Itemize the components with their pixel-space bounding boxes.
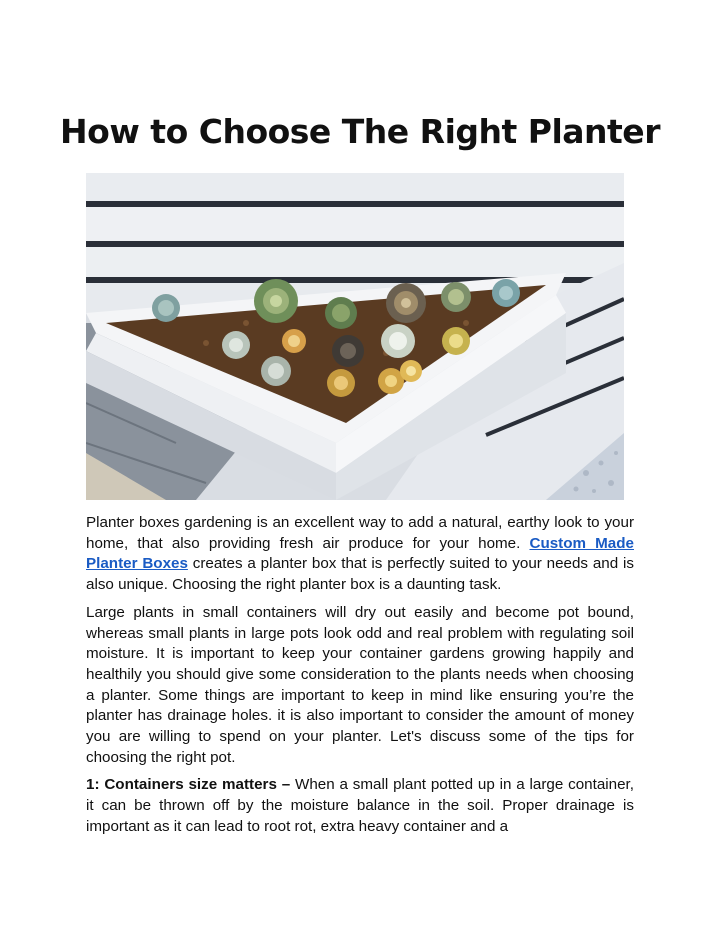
planter-photo [86, 173, 624, 500]
intro-paragraph [86, 513, 634, 596]
custom-made-planter-boxes-link[interactable]: Custom Made Planter Boxes [86, 534, 634, 573]
tip-1-heading: 1: Containers size matters – [86, 776, 291, 794]
page-title: How to Choose The Right Planter [60, 112, 660, 151]
planter-illustration [86, 173, 624, 500]
intro-text-start: Planter boxes gardening is an excellent way to add a natural, earthy look to your home, that also providing fresh air produce for your home. [86, 514, 634, 552]
intro-text-end: creates a planter box that is perfectly suited to your needs and is also unique. Choosing the right planter box is a daunting task. [86, 555, 634, 594]
article-body [86, 513, 634, 845]
paragraph-2: Large plants in small containers will dry out easily and become pot bound, whereas small plants in large pots look odd and real problem with regulating soil moisture. It is important to keep your container gardens growing happily and healthily you should give some consideration to the plants needs when choosing a planter. Some things are important to keep in mind like ensuring you’re the planter has drainage holes. it is also important to consider the amount of money you are willing to spend on your planter. Let's discuss some of the tips for choosing the right pot. [86, 603, 634, 766]
tip-1-text: When a small plant potted up in a large container, it can be thrown off by the moisture balance in the soil. Proper drainage is important as it can lead to root rot, extra heavy container and a [86, 776, 634, 835]
tip-1-paragraph [86, 775, 634, 837]
